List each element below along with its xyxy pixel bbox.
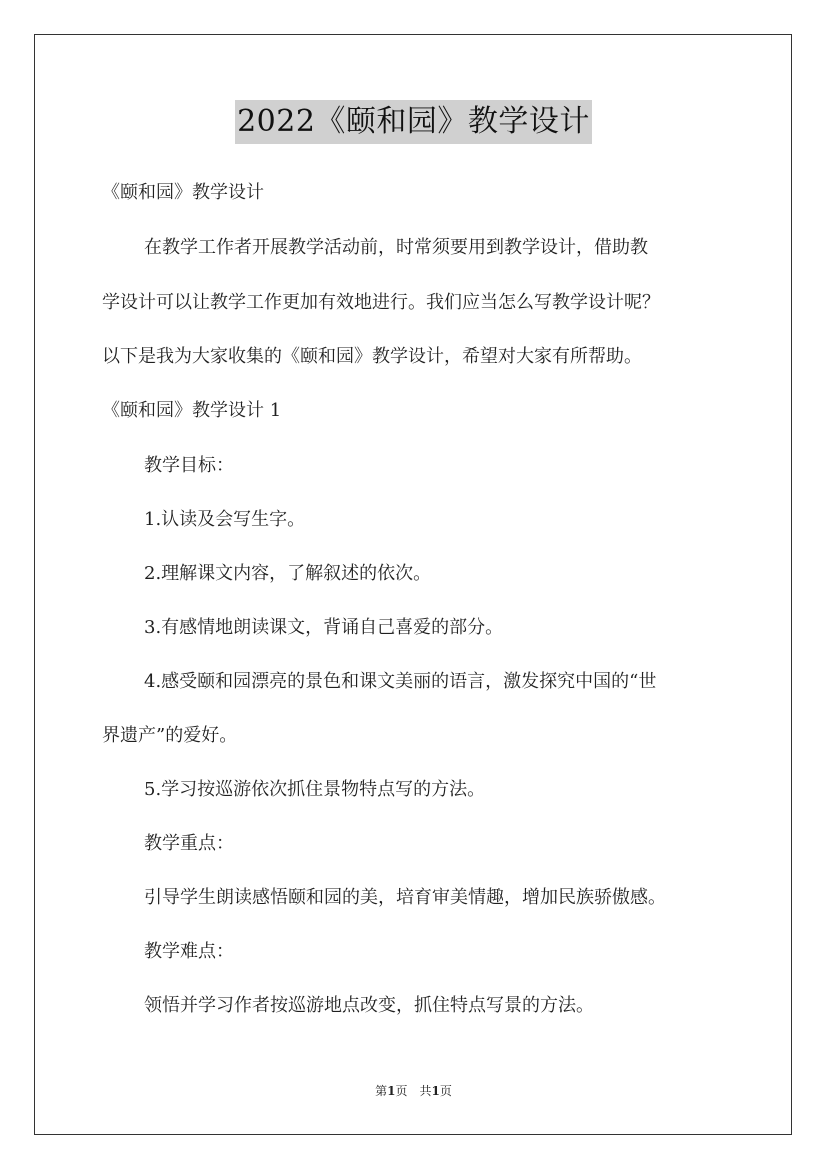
objective-item-5: 5.学习按巡游依次抓住景物特点写的方法。 (144, 779, 486, 800)
document-title: 2022《颐和园》教学设计 (235, 100, 592, 144)
section-heading: 《颐和园》教学设计 1 (102, 400, 282, 421)
key-points-label: 教学重点： (144, 833, 234, 854)
total-pages-number: 1 (431, 1084, 440, 1098)
footer-prefix: 第 (375, 1084, 388, 1098)
objective-item-2: 2.理解课文内容，了解叙述的依次。 (144, 563, 432, 584)
current-page-number: 1 (387, 1084, 396, 1098)
objective-item-3: 3.有感情地朗读课文，背诵自己喜爱的部分。 (144, 617, 504, 638)
footer-mid: 页 共 (395, 1084, 432, 1098)
title-container (0, 100, 827, 144)
intro-line-2: 学设计可以让教学工作更加有效地进行。我们应当怎么写教学设计呢？ (102, 292, 660, 313)
intro-line-1: 在教学工作者开展教学活动前，时常须要用到教学设计，借助教 (144, 237, 648, 258)
difficulty-label: 教学难点： (144, 941, 234, 962)
page-footer (0, 1083, 827, 1099)
subtitle-line: 《颐和园》教学设计 (102, 182, 264, 203)
difficulty-text: 领悟并学习作者按巡游地点改变，抓住特点写景的方法。 (144, 995, 594, 1016)
key-points-text: 引导学生朗读感悟颐和园的美，培育审美情趣，增加民族骄傲感。 (144, 887, 666, 908)
objective-item-4: 4.感受颐和园漂亮的景色和课文美丽的语言，激发探究中国的“世 (144, 671, 657, 692)
objective-item-1: 1.认读及会写生字。 (144, 509, 306, 530)
footer-suffix: 页 (439, 1084, 452, 1098)
objectives-label: 教学目标： (144, 455, 234, 476)
intro-line-3: 以下是我为大家收集的《颐和园》教学设计，希望对大家有所帮助。 (102, 346, 642, 367)
objective-item-4-cont: 界遗产”的爱好。 (102, 725, 238, 746)
